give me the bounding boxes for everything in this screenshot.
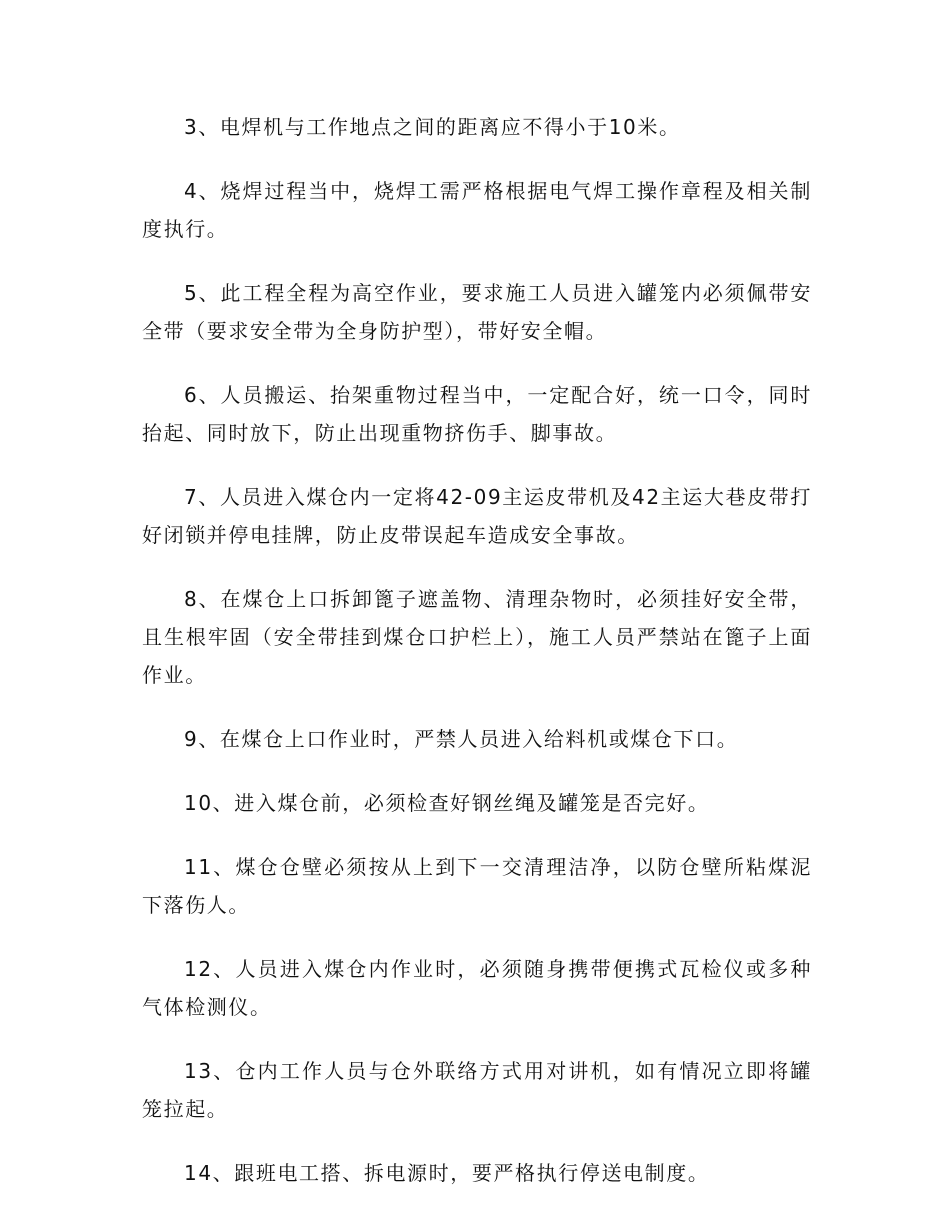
paragraph-item-12: 12、人员进入煤仓内作业时，必须随身携带便携式瓦检仪或多种气体检测仪。 [142,957,812,1019]
paragraph-item-4: 4、烧焊过程当中，烧焊工需严格根据电气焊工操作章程及相关制度执行。 [142,179,812,241]
paragraph-item-6: 6、人员搬运、抬架重物过程当中，一定配合好，统一口令，同时抬起、同时放下，防止出现重物挤伤手、脚事故。 [142,383,812,445]
paragraph-item-3: 3、电焊机与工作地点之间的距离应不得小于10米。 [184,115,681,139]
paragraph-item-8: 8、在煤仓上口拆卸篦子遮盖物、清理杂物时，必须挂好安全带，且生根牢固（安全带挂到煤仓口护栏上），施工人员严禁站在篦子上面作业。 [142,587,812,687]
paragraph-item-11: 11、煤仓仓壁必须按从上到下一交清理洁净，以防仓壁所粘煤泥下落伤人。 [142,855,812,917]
paragraph-item-10: 10、进入煤仓前，必须检查好钢丝绳及罐笼是否完好。 [184,791,710,815]
paragraph-item-5: 5、此工程全程为高空作业，要求施工人员进入罐笼内必须佩带安全带（要求安全带为全身防护型），带好安全帽。 [142,281,812,343]
paragraph-item-14: 14、跟班电工搭、拆电源时，要严格执行停送电制度。 [184,1161,710,1185]
document-body [142,108,812,1218]
paragraph-item-9: 9、在煤仓上口作业时，严禁人员进入给料机或煤仓下口。 [184,727,739,751]
paragraph-item-7: 7、人员进入煤仓内一定将42-09主运皮带机及42主运大巷皮带打好闭锁并停电挂牌，防止皮带误起车造成安全事故。 [142,485,812,547]
paragraph-item-13: 13、仓内工作人员与仓外联络方式用对讲机，如有情况立即将罐笼拉起。 [142,1059,812,1121]
